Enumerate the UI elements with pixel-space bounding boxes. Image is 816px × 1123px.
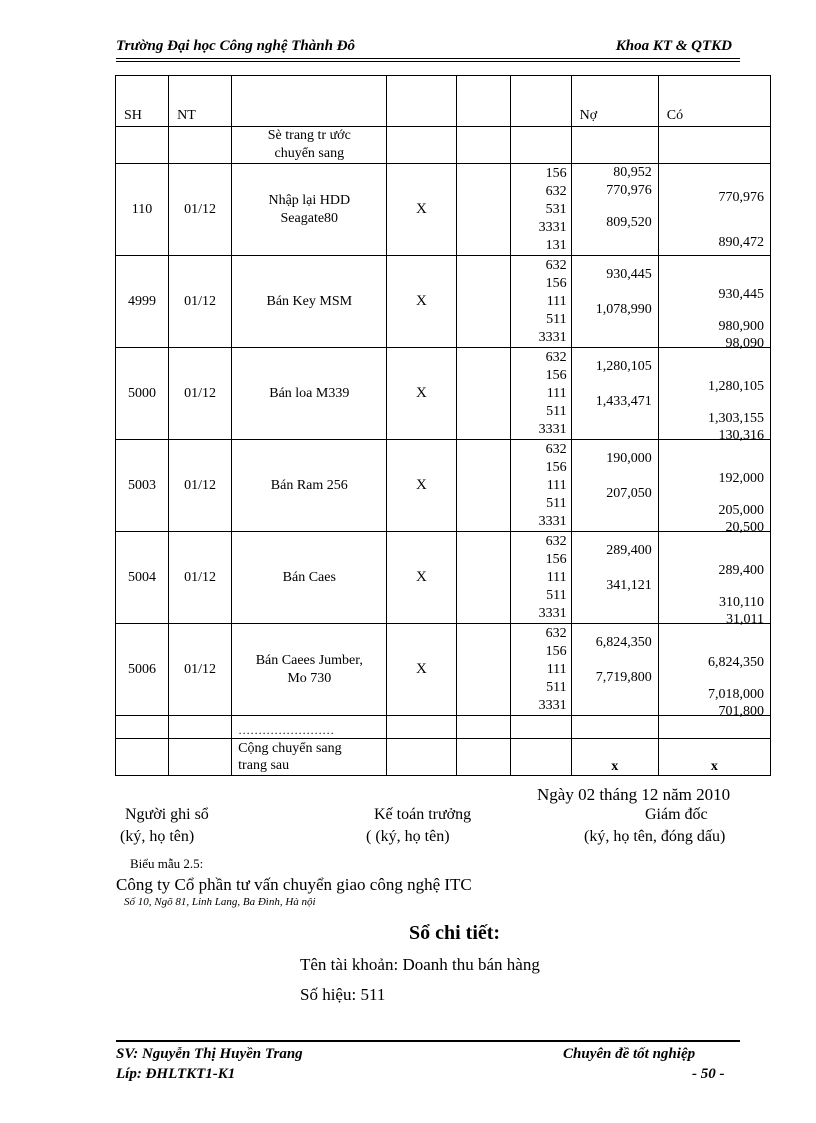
row-credit xyxy=(658,440,770,535)
row-x: X xyxy=(387,532,456,624)
account-code: 111 xyxy=(546,293,567,309)
account-code: 3331 xyxy=(538,219,567,235)
row-accounts xyxy=(510,348,571,440)
recorder-note: (ký, họ tên) xyxy=(120,828,195,845)
debit-amount: 1,078,990 xyxy=(595,302,652,317)
row-credit xyxy=(658,532,770,627)
row-desc xyxy=(232,532,387,624)
opening-desc xyxy=(232,127,387,164)
credit-amount: 1,280,105 xyxy=(708,379,764,394)
row-desc xyxy=(232,164,387,256)
account-code: 156 xyxy=(545,165,567,181)
credit-amount: 701,800 xyxy=(718,704,764,719)
credit-amount: 130,316 xyxy=(718,428,764,443)
row-debit xyxy=(571,440,658,532)
account-code: 3331 xyxy=(538,421,567,437)
row-sh: 5000 xyxy=(116,348,169,440)
row-accounts xyxy=(510,624,571,716)
row-nt: 01/12 xyxy=(169,164,232,256)
table-row xyxy=(116,624,771,716)
account-code: 156 xyxy=(545,367,567,383)
opening-desc-line: chuyển sang xyxy=(274,146,345,161)
account-number: Số hiệu: 511 xyxy=(300,985,386,1004)
debit-amount: 770,976 xyxy=(606,183,652,198)
row-sh: 5006 xyxy=(116,624,169,716)
account-code: 156 xyxy=(545,551,567,567)
accountant-note: ( (ký, họ tên) xyxy=(366,828,450,845)
signature-date: Ngày 02 tháng 12 năm 2010 xyxy=(537,785,731,804)
debit-amount: 80,952 xyxy=(613,165,652,180)
account-code: 511 xyxy=(546,311,567,327)
credit-amount: 289,400 xyxy=(718,563,764,578)
page-number: - 50 - xyxy=(692,1066,725,1082)
row-desc-line: Seagate80 xyxy=(280,210,339,226)
row-sh: 110 xyxy=(116,164,169,256)
faculty-name: Khoa KT & QTKD xyxy=(615,38,732,54)
row-sh: 5004 xyxy=(116,532,169,624)
accountant-title: Kế toán trưởng xyxy=(374,806,472,823)
row-nt: 01/12 xyxy=(169,624,232,716)
report-topic: Chuyên đề tốt nghiệp xyxy=(563,1046,696,1062)
row-debit xyxy=(571,532,658,624)
table-row xyxy=(116,256,771,348)
ledger-title: Sổ chi tiết: xyxy=(409,922,501,944)
table-row xyxy=(116,348,771,440)
row-credit xyxy=(658,348,770,443)
account-code: 111 xyxy=(546,569,567,585)
debit-amount: 190,000 xyxy=(606,451,652,466)
company-name: Công ty Cổ phần tư vấn chuyển giao công nghệ ITC xyxy=(116,875,472,894)
row-empty xyxy=(456,624,510,716)
row-accounts xyxy=(510,164,571,256)
account-code: 3331 xyxy=(538,697,567,713)
debit-amount: 289,400 xyxy=(606,543,652,558)
account-code: 156 xyxy=(545,275,567,291)
closing-credit: x xyxy=(658,739,770,776)
account-code: 632 xyxy=(545,533,567,549)
row-credit xyxy=(658,624,770,719)
page-header xyxy=(116,38,740,58)
account-code: 511 xyxy=(546,495,567,511)
dots-row xyxy=(116,716,771,739)
closing-row xyxy=(116,739,771,776)
account-code: 131 xyxy=(545,237,567,253)
row-desc-line: Nhập lại HDD xyxy=(268,192,351,208)
table-row xyxy=(116,532,771,624)
credit-amount: 7,018,000 xyxy=(708,687,764,702)
credit-amount: 770,976 xyxy=(718,190,764,205)
company-address: Số 10, Ngõ 81, Linh Lang, Ba Đình, Hà nội xyxy=(124,896,316,908)
row-desc-line: Bán Ram 256 xyxy=(270,477,348,493)
account-code: 156 xyxy=(545,459,567,475)
account-code: 632 xyxy=(545,349,567,365)
credit-amount: 31,011 xyxy=(726,612,764,627)
row-credit xyxy=(658,164,770,256)
footer-rule xyxy=(116,1040,740,1042)
director-title: Giám đốc xyxy=(645,806,708,823)
dots-text: …………………… xyxy=(232,716,387,739)
account-code: 3331 xyxy=(538,329,567,345)
table-row xyxy=(116,440,771,532)
row-x: X xyxy=(387,440,456,532)
header-rule-2 xyxy=(116,61,740,62)
account-code: 511 xyxy=(546,679,567,695)
row-desc xyxy=(232,440,387,532)
row-empty xyxy=(456,256,510,348)
debit-amount: 930,445 xyxy=(606,267,652,282)
credit-amount: 980,900 xyxy=(718,319,764,334)
row-x: X xyxy=(387,624,456,716)
row-credit xyxy=(658,256,770,351)
account-code: 632 xyxy=(545,183,567,199)
col-header-sh: SH xyxy=(124,108,142,123)
credit-amount: 98,090 xyxy=(725,336,764,351)
row-accounts xyxy=(510,532,571,624)
opening-row xyxy=(116,127,771,164)
table-header-row xyxy=(116,76,771,127)
account-code: 111 xyxy=(546,661,567,677)
row-debit xyxy=(571,256,658,348)
account-code: 511 xyxy=(546,403,567,419)
row-debit xyxy=(571,348,658,440)
row-x: X xyxy=(387,256,456,348)
row-x: X xyxy=(387,348,456,440)
account-code: 111 xyxy=(546,385,567,401)
ledger-table xyxy=(115,75,771,776)
debit-amount: 1,433,471 xyxy=(595,394,652,409)
credit-amount: 930,445 xyxy=(718,287,764,302)
row-debit xyxy=(571,624,658,716)
col-header-co: Có xyxy=(666,108,684,123)
credit-amount: 1,303,155 xyxy=(708,411,764,426)
debit-amount: 207,050 xyxy=(606,486,652,501)
account-code: 3331 xyxy=(538,605,567,621)
row-empty xyxy=(456,164,510,256)
account-code: 632 xyxy=(545,257,567,273)
debit-amount: 341,121 xyxy=(606,578,652,593)
account-code: 3331 xyxy=(538,513,567,529)
account-code: 111 xyxy=(546,477,567,493)
row-debit xyxy=(571,164,658,256)
debit-amount: 7,719,800 xyxy=(595,670,652,685)
row-x: X xyxy=(387,164,456,256)
debit-amount: 809,520 xyxy=(606,215,652,230)
row-accounts xyxy=(510,440,571,532)
student-class: Líp: ĐHLTKT1-K1 xyxy=(116,1066,236,1082)
row-desc xyxy=(232,624,387,716)
recorder-title: Người ghi sổ xyxy=(125,806,209,823)
row-desc-line: Bán loa M339 xyxy=(269,385,350,401)
row-accounts xyxy=(510,256,571,348)
credit-amount: 310,110 xyxy=(719,595,764,610)
row-nt: 01/12 xyxy=(169,440,232,532)
credit-amount: 192,000 xyxy=(718,471,764,486)
row-desc-line: Bán Key MSM xyxy=(266,293,353,309)
closing-desc xyxy=(232,739,387,776)
university-name: Trường Đại học Công nghệ Thành Đô xyxy=(116,38,356,54)
row-empty xyxy=(456,348,510,440)
debit-amount: 1,280,105 xyxy=(595,359,652,374)
opening-desc-line: Sè trang tr ước xyxy=(267,128,351,143)
credit-amount: 890,472 xyxy=(718,235,764,250)
row-desc xyxy=(232,348,387,440)
row-nt: 01/12 xyxy=(169,256,232,348)
col-header-nt: NT xyxy=(177,108,196,123)
header-rule xyxy=(116,58,740,59)
director-note: (ký, họ tên, đóng dấu) xyxy=(584,828,726,845)
debit-amount: 6,824,350 xyxy=(595,635,652,650)
table-row xyxy=(116,164,771,256)
account-name: Tên tài khoản: Doanh thu bán hàng xyxy=(300,955,540,974)
credit-amount: 20,500 xyxy=(725,520,764,535)
form-label: Biểu mẫu 2.5: xyxy=(130,856,204,871)
row-empty xyxy=(456,532,510,624)
account-code: 632 xyxy=(545,625,567,641)
credit-amount: 205,000 xyxy=(718,503,764,518)
closing-desc-line: Cộng chuyển sang xyxy=(238,741,342,756)
row-empty xyxy=(456,440,510,532)
credit-amount: 6,824,350 xyxy=(708,655,764,670)
account-code: 632 xyxy=(545,441,567,457)
student-name: SV: Nguyễn Thị Huyền Trang xyxy=(116,1046,303,1062)
row-nt: 01/12 xyxy=(169,532,232,624)
row-desc-line: Bán Caes xyxy=(282,569,336,585)
row-sh: 5003 xyxy=(116,440,169,532)
account-code: 156 xyxy=(545,643,567,659)
row-desc-line: Mo 730 xyxy=(287,670,332,686)
account-code: 511 xyxy=(546,587,567,603)
row-nt: 01/12 xyxy=(169,348,232,440)
col-header-no: Nợ xyxy=(579,108,598,123)
account-code: 531 xyxy=(545,201,567,217)
row-desc xyxy=(232,256,387,348)
closing-debit: x xyxy=(571,739,658,776)
row-desc-line: Bán Caees Jumber, xyxy=(255,652,363,668)
closing-desc-line: trang sau xyxy=(238,758,290,773)
row-sh: 4999 xyxy=(116,256,169,348)
